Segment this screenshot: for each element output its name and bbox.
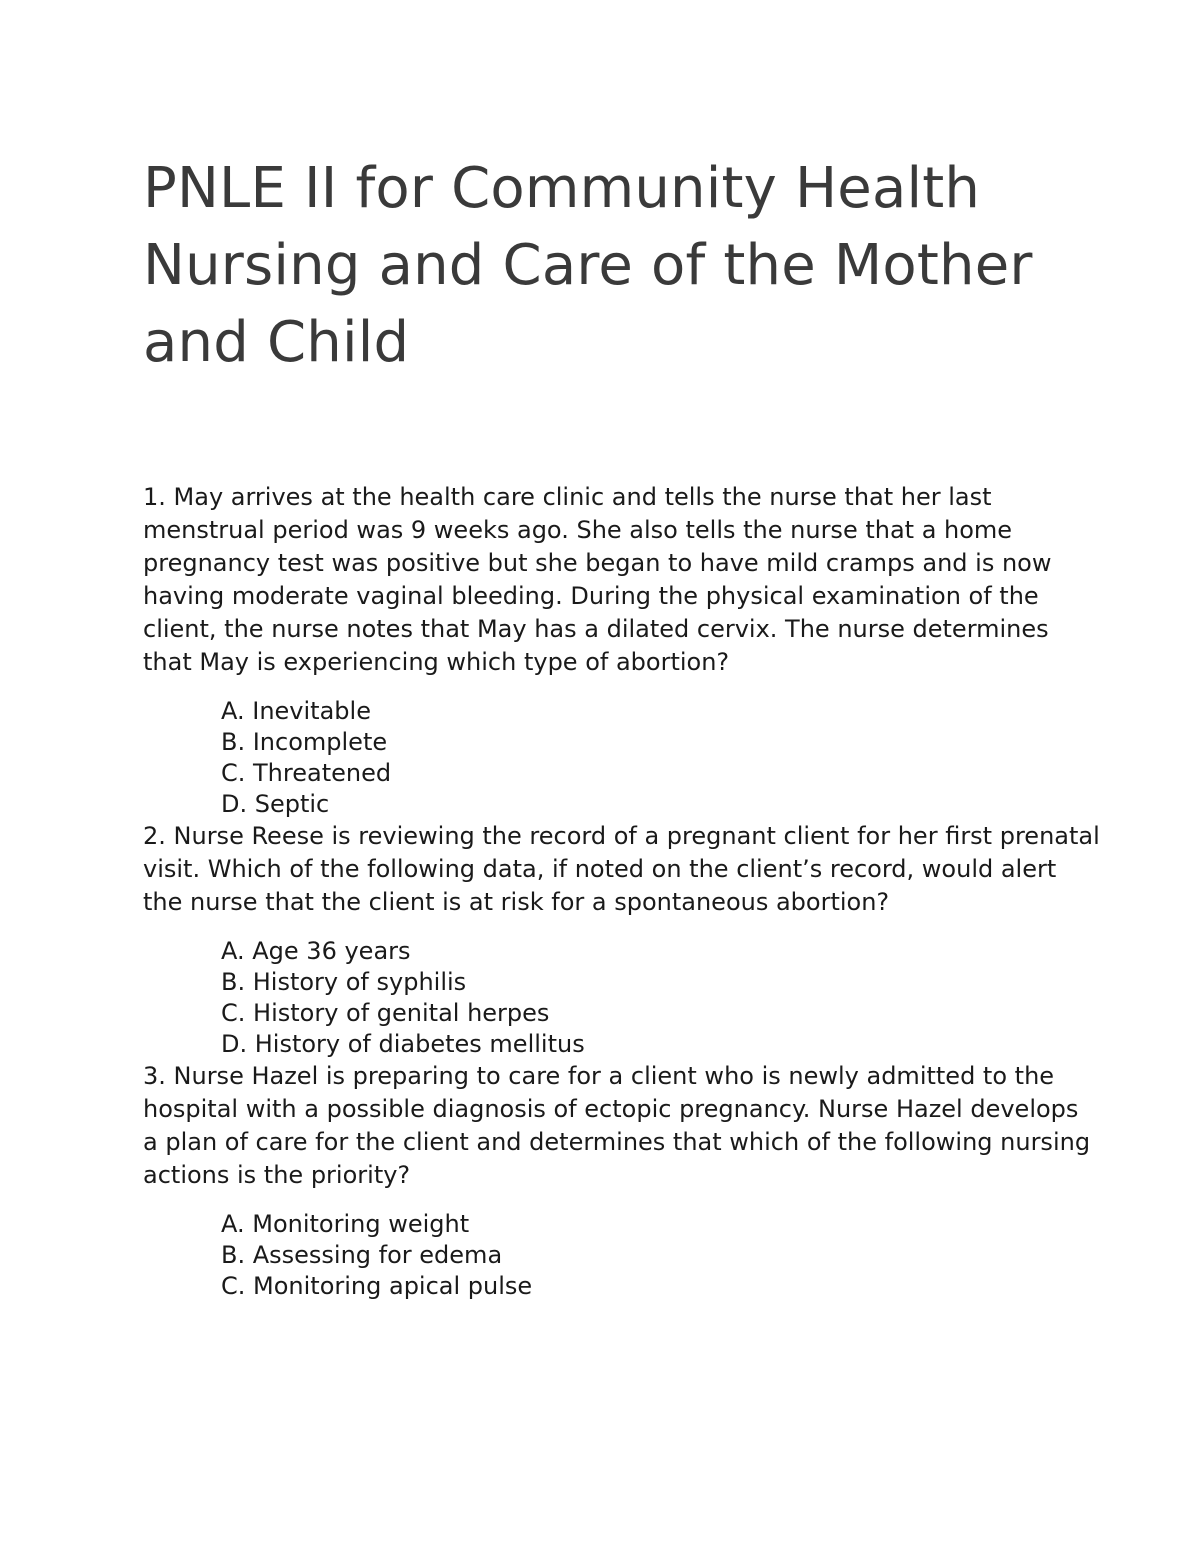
question-3-option-a: A. Monitoring weight xyxy=(221,1210,470,1238)
question-1-text: 1. May arrives at the health care clinic and tells the nurse that her last menstrual period was 9 weeks ago. She also tells the nurse that a home pregnancy test was positive but she began to have mild cramps and is now having moderate vaginal bleeding. During the physical examination of the client, the nurse notes that May has a dilated cervix. The nurse determines that May is experiencing which type of abortion? xyxy=(143,483,1052,676)
document-title: PNLE II for Community Health Nursing and Care of the Mother and Child xyxy=(143,156,1033,375)
question-3-option-c: C. Monitoring apical pulse xyxy=(221,1272,533,1300)
question-2 xyxy=(143,820,1100,1060)
question-3 xyxy=(143,1060,1100,1302)
question-1-option-a: A. Inevitable xyxy=(221,697,371,725)
question-3-options xyxy=(143,1209,1100,1302)
question-3-option-b: B. Assessing for edema xyxy=(221,1241,503,1269)
question-2-text: 2. Nurse Reese is reviewing the record of a pregnant client for her first prenatal visit. Which of the following data, if noted on the client’s record, would alert the nurse that the client is at risk for a spontaneous abortion? xyxy=(143,822,1100,916)
question-2-options xyxy=(143,936,1100,1060)
question-1-option-d: D. Septic xyxy=(221,790,330,818)
question-2-option-d: D. History of diabetes mellitus xyxy=(221,1030,585,1058)
question-1-options xyxy=(143,696,1100,820)
question-1-option-c: C. Threatened xyxy=(221,759,392,787)
question-3-text: 3. Nurse Hazel is preparing to care for a client who is newly admitted to the hospital with a possible diagnosis of ectopic pregnancy. Nurse Hazel develops a plan of care for the client and determines that which of the following nursing actions is the priority? xyxy=(143,1062,1091,1189)
question-1 xyxy=(143,481,1100,820)
question-2-option-c: C. History of genital herpes xyxy=(221,999,550,1027)
question-list xyxy=(143,481,1100,1302)
question-2-option-b: B. History of syphilis xyxy=(221,968,467,996)
question-2-option-a: A. Age 36 years xyxy=(221,937,411,965)
question-1-option-b: B. Incomplete xyxy=(221,728,388,756)
